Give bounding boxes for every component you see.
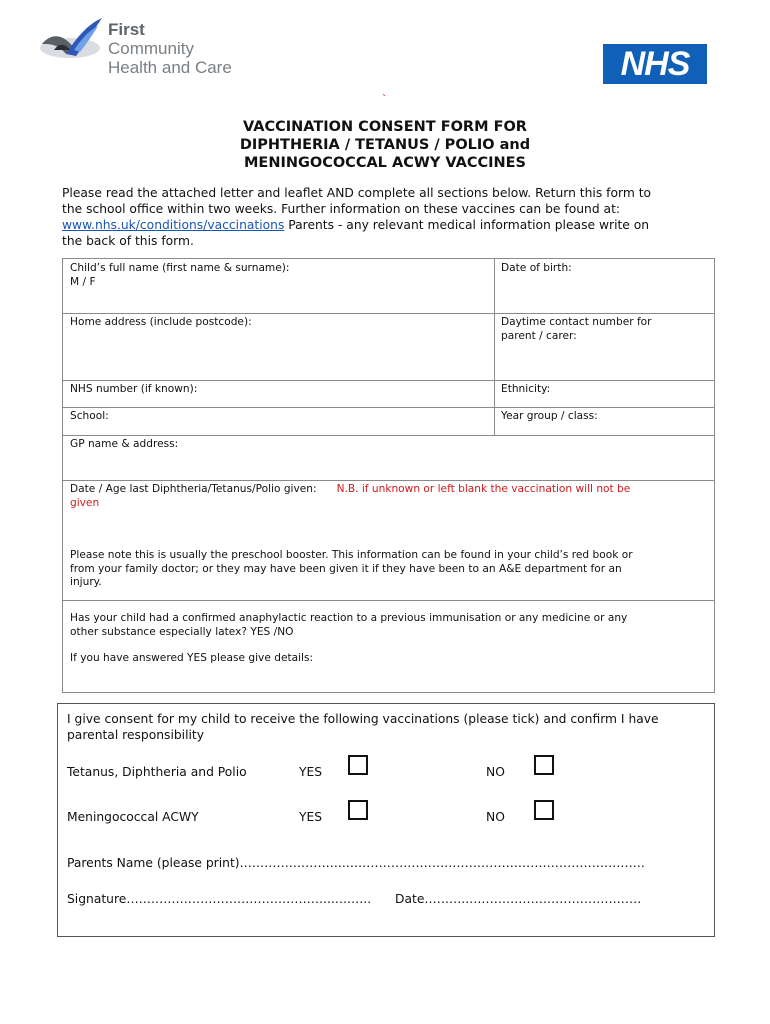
vaccine-label-tdp: Tetanus, Diphtheria and Polio <box>67 765 247 779</box>
child-name-label: Child’s full name (first name & surname): <box>70 262 290 274</box>
menacwy-yes-checkbox[interactable] <box>348 800 368 820</box>
intro-paragraph <box>62 185 712 249</box>
intro-line-3 <box>62 217 712 233</box>
daytime-contact-field[interactable] <box>494 313 716 380</box>
last-dtp-field[interactable] <box>63 480 716 600</box>
yes-label-menacwy: YES <box>299 810 323 824</box>
logo-line-community: Community <box>108 39 194 58</box>
note-line-1: Please note this is usually the preschool booster. This information can be found in your child’s red book or <box>70 549 633 561</box>
title-line-3: MENINGOCOCCAL ACWY VACCINES <box>243 155 526 171</box>
consent-intro-2: parental responsibility <box>67 728 205 742</box>
tdp-yes-checkbox[interactable] <box>348 755 368 775</box>
dob-label: Date of birth: <box>501 262 572 274</box>
last-dtp-line <box>70 483 709 497</box>
fchc-logo-mark-icon <box>36 14 108 64</box>
yes-label-tdp: YES <box>299 765 323 779</box>
intro-line-4: the back of this form. <box>62 234 194 248</box>
form-title <box>0 118 770 172</box>
note-line-3: injury. <box>70 576 102 588</box>
gp-field[interactable] <box>63 435 716 480</box>
intro-line-1: Please read the attached letter and leaflet AND complete all sections below. Return this form to <box>62 186 652 200</box>
date-field[interactable]: Date………..…………………………………… <box>395 892 642 906</box>
consent-intro-1: I give consent for my child to receive the following vaccinations (please tick) and confirm I have <box>67 712 659 726</box>
anaphylaxis-question-2: other substance especially latex? YES /NO <box>70 625 294 638</box>
sex-label: M / F <box>70 275 96 288</box>
first-community-logo <box>36 14 258 80</box>
school-field[interactable] <box>63 407 494 435</box>
tdp-no-checkbox[interactable] <box>534 755 554 775</box>
dob-field[interactable] <box>494 259 716 313</box>
anaphylaxis-question-1: Has your child had a confirmed anaphylactic reaction to a previous immunisation or any medicine or any <box>70 612 628 624</box>
nb-warning: N.B. if unknown or left blank the vaccination will not be <box>336 483 631 495</box>
last-dtp-label: Date / Age last Diphtheria/Tetanus/Polio given: <box>70 483 317 495</box>
nhs-logo: NHS <box>603 44 707 84</box>
no-label-tdp: NO <box>486 765 505 779</box>
child-name-field[interactable] <box>63 259 494 313</box>
nhs-number-field[interactable] <box>63 380 494 407</box>
home-address-field[interactable] <box>63 313 494 380</box>
title-line-2: DIPHTHERIA / TETANUS / POLIO and <box>239 137 531 153</box>
parents-name-field[interactable]: Parents Name (please print)……………………..………………………………………………………………. <box>67 856 645 870</box>
home-address-label: Home address (include postcode): <box>70 316 252 328</box>
note-line-2: from your family doctor; or they may have been given it if they have been to an A&E department for an <box>70 562 622 575</box>
signature-field[interactable]: Signature…………………………………………...….….. <box>67 892 372 906</box>
gp-label: GP name & address: <box>70 438 179 450</box>
intro-line-2: the school office within two weeks. Further information on these vaccines can be found at: <box>62 202 621 216</box>
title-line-1: VACCINATION CONSENT FORM FOR <box>243 119 527 135</box>
logo-line-first: First <box>108 20 145 39</box>
nhs-number-label: NHS number (if known): <box>70 383 198 395</box>
vaccinations-link[interactable]: www.nhs.uk/conditions/vaccinations <box>62 218 285 232</box>
anaphylaxis-field[interactable] <box>63 600 716 694</box>
year-group-field[interactable] <box>494 407 716 435</box>
daytime-contact-label-1: Daytime contact number for <box>501 316 652 328</box>
daytime-contact-label-2: parent / carer: <box>501 329 577 342</box>
menacwy-no-checkbox[interactable] <box>534 800 554 820</box>
vaccine-label-menacwy: Meningococcal ACWY <box>67 810 199 824</box>
school-label: School: <box>70 410 109 422</box>
logo-line-health-care: Health and Care <box>108 58 232 77</box>
no-label-menacwy: NO <box>486 810 505 824</box>
anaphylaxis-details-label: If you have answered YES please give details: <box>70 652 314 664</box>
intro-line-3-rest: Parents - any relevant medical information please write on <box>284 218 650 232</box>
ethnicity-label: Ethnicity: <box>501 383 551 395</box>
ethnicity-field[interactable] <box>494 380 716 407</box>
stray-mark: ` <box>382 94 387 105</box>
year-group-label: Year group / class: <box>501 410 598 422</box>
nb-warning-cont: given <box>70 496 100 509</box>
consent-intro <box>67 711 707 743</box>
consent-section <box>57 703 715 937</box>
details-table <box>62 258 715 693</box>
